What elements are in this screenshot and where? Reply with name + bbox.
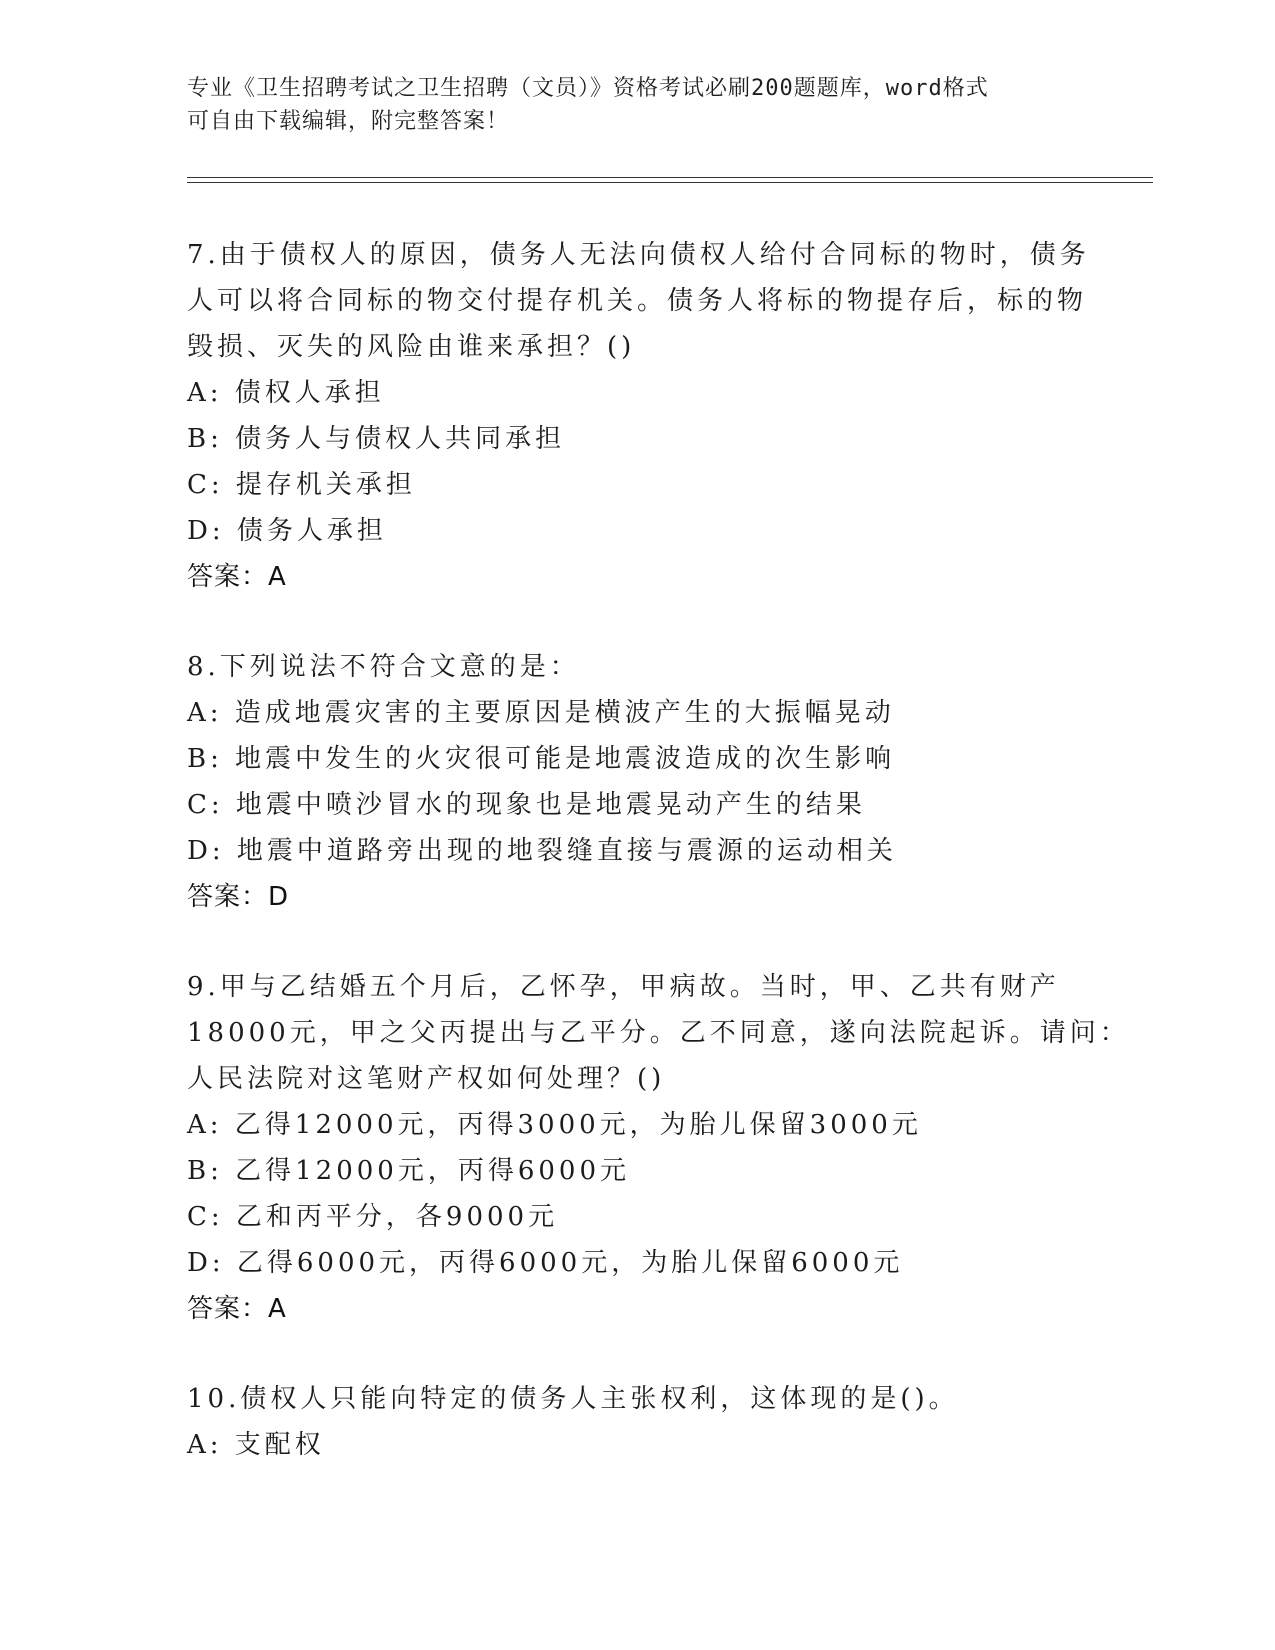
answer-key: 答案：A [187, 562, 287, 592]
question-text-line: 毁损、灭失的风险由谁来承担？() [187, 332, 636, 362]
question-text-line: 10.债权人只能向特定的债务人主张权利，这体现的是()。 [187, 1384, 959, 1414]
option-b: B: 债务人与债权人共同承担 [187, 424, 566, 454]
question-text-line: 8.下列说法不符合文意的是： [187, 652, 580, 682]
option-a: A: 支配权 [187, 1430, 325, 1460]
option-c: C: 提存机关承担 [187, 470, 416, 500]
question-7 [187, 232, 1090, 600]
header-line-1: 专业《卫生招聘考试之卫生招聘（文员）》资格考试必刷200题题库，word格式 [187, 76, 989, 101]
option-a: A: 造成地震灾害的主要原因是横波产生的大振幅晃动 [187, 698, 895, 728]
option-b: B: 乙得12000元，丙得6000元 [187, 1156, 631, 1186]
question-text-line: 人民法院对这笔财产权如何处理？() [187, 1064, 666, 1094]
option-d: D: 债务人承担 [187, 516, 387, 546]
question-text-line: 18000元，甲之父丙提出与乙平分。乙不同意，遂向法院起诉。请问： [187, 1018, 1130, 1048]
option-a: A: 乙得12000元，丙得3000元，为胎儿保留3000元 [187, 1110, 922, 1140]
option-c: C: 乙和丙平分，各9000元 [187, 1202, 559, 1232]
question-9 [187, 964, 1130, 1332]
answer-key: 答案：D [187, 882, 290, 912]
option-b: B: 地震中发生的火灾很可能是地震波造成的次生影响 [187, 744, 896, 774]
header-line-2: 可自由下载编辑，附完整答案！ [187, 109, 510, 134]
question-text-line: 7.由于债权人的原因，债务人无法向债权人给付合同标的物时，债务 [187, 240, 1090, 270]
question-text-line: 人可以将合同标的物交付提存机关。债务人将标的物提存后，标的物 [187, 286, 1088, 316]
answer-key: 答案：A [187, 1294, 287, 1324]
header-divider [187, 177, 1153, 183]
question-text-line: 9.甲与乙结婚五个月后，乙怀孕，甲病故。当时，甲、乙共有财产 [187, 972, 1060, 1002]
option-c: C: 地震中喷沙冒水的现象也是地震晃动产生的结果 [187, 790, 866, 820]
option-d: D: 地震中道路旁出现的地裂缝直接与震源的运动相关 [187, 836, 897, 866]
question-list [187, 232, 1130, 1512]
question-8 [187, 644, 1087, 920]
option-d: D: 乙得6000元，丙得6000元，为胎儿保留6000元 [187, 1248, 904, 1278]
question-10 [187, 1376, 1087, 1468]
document-header [187, 72, 1067, 138]
option-a: A: 债权人承担 [187, 378, 385, 408]
